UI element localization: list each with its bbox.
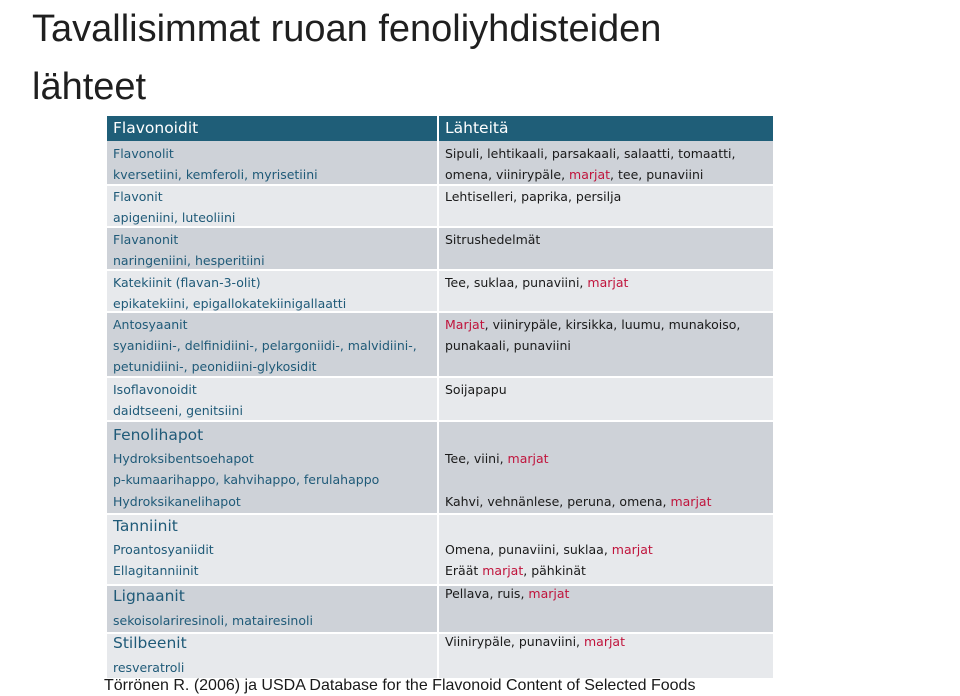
row-divider [107,584,773,586]
flavonolit-sources-line-2 [445,167,703,182]
antosyaanit-sources-line-1 [445,317,740,332]
hydroksikanelihapot-sources-text: Kahvi, vehnänlese, peruna, omena, [445,494,671,509]
row-tanniinit [107,514,773,585]
ellagitanniinit-marjat: marjat [482,563,524,578]
stilbeenit-marjat: marjat [583,634,625,649]
row-divider [107,311,773,313]
tanniinit-heading: Tanniinit [113,517,178,535]
row-divider [107,513,773,515]
hydroksibentsoehapot-marjat: marjat [507,451,549,466]
hydroksikanelihapot-label: Hydroksikanelihapot [113,494,241,509]
row-flavanonit [107,227,773,270]
flavonolit-compounds: kversetiini, kemferoli, myrisetiini [113,167,318,182]
proantosyaniidit-sources-text: Omena, punaviini, suklaa, [445,542,612,557]
antosyaanit-compounds-line-1: syanidiini-, delfinidiini-, pelargoniidi-, malvidiini-, [113,338,417,353]
isoflavonoidit-label: Isoflavonoidit [113,382,197,397]
table-header-row [107,116,773,141]
flavanonit-label: Flavanonit [113,232,179,247]
flavonolit-marjat: marjat [569,167,611,182]
isoflavonoidit-compounds: daidtseeni, genitsiini [113,403,243,418]
lignaanit-heading: Lignaanit [113,587,185,605]
flavonit-compounds: apigeniini, luteoliini [113,210,236,225]
katekiinit-marjat: marjat [587,275,629,290]
flavonit-label: Flavonit [113,189,163,204]
ellagitanniinit-sources [445,563,586,578]
stilbeenit-sources-text: Viinirypäle, punaviini, [445,634,584,649]
ellagitanniinit-sources-text-a: Eräät [445,563,483,578]
row-antosyaanit [107,312,773,377]
page-title-line-2: lähteet [32,66,147,108]
flavonolit-sources-text-a: omena, viinirypäle, [445,167,570,182]
phenolic-sources-table [107,116,773,678]
katekiinit-sources [445,275,628,290]
hydroksibentsoehapot-sources [445,451,549,466]
flavonolit-sources-line-1: Sipuli, lehtikaali, parsakaali, salaatti, tomaatti, [445,146,736,161]
row-divider [107,184,773,186]
row-divider [107,632,773,634]
proantosyaniidit-marjat: marjat [611,542,653,557]
lignaanit-compounds: sekoisolariresinoli, matairesinoli [113,613,313,628]
flavonolit-label: Flavonolit [113,146,174,161]
flavanonit-sources: Sitrushedelmät [445,232,541,247]
row-stilbeenit [107,633,773,678]
row-divider [107,226,773,228]
hydroksikanelihapot-marjat: marjat [670,494,712,509]
isoflavonoidit-sources: Soijapapu [445,382,507,397]
antosyaanit-compounds-line-2: petunidiini-, peonidiini-glykosidit [113,359,317,374]
row-fenolihapot [107,421,773,514]
row-flavonit [107,184,773,227]
row-divider [107,420,773,422]
katekiinit-label: Katekiinit (flavan-3-olit) [113,275,261,290]
antosyaanit-label: Antosyaanit [113,317,188,332]
proantosyaniidit-sources [445,542,653,557]
header-flavonoidit: Flavonoidit [113,119,199,137]
page-title-line-1: Tavallisimmat ruoan fenoliyhdisteiden [32,8,662,50]
row-divider [107,376,773,378]
hydroksibentsoehapot-compounds: p-kumaarihappo, kahvihappo, ferulahappo [113,472,380,487]
row-lignaanit [107,585,773,633]
lignaanit-marjat: marjat [528,586,570,601]
ellagitanniinit-sources-text-c: , pähkinät [523,563,586,578]
flavanonit-compounds: naringeniini, hesperitiini [113,253,265,268]
katekiinit-compounds: epikatekiini, epigallokatekiinigallaatti [113,296,347,311]
row-katekiinit [107,270,773,312]
source-citation: Törrönen R. (2006) ja USDA Database for the Flavonoid Content of Selected Foods [104,677,696,694]
header-lahteita: Lähteitä [445,119,509,137]
hydroksibentsoehapot-sources-text: Tee, viini, [445,451,508,466]
fenolihapot-heading: Fenolihapot [113,426,204,444]
ellagitanniinit-label: Ellagitanniinit [113,563,199,578]
flavonit-sources: Lehtiselleri, paprika, persilja [445,189,622,204]
proantosyaniidit-label: Proantosyaniidit [113,542,214,557]
antosyaanit-sources-text: , viinirypäle, kirsikka, luumu, munakoiso, [484,317,741,332]
antosyaanit-sources-line-2: punakaali, punaviini [445,338,571,353]
lignaanit-sources-text: Pellava, ruis, [445,586,529,601]
hydroksikanelihapot-sources [445,494,711,509]
lignaanit-sources [445,586,569,601]
hydroksibentsoehapot-label: Hydroksibentsoehapot [113,451,254,466]
stilbeenit-heading: Stilbeenit [113,634,187,652]
stilbeenit-sources [445,634,625,649]
row-isoflavonoidit [107,377,773,421]
stilbeenit-compounds: resveratroli [113,660,185,675]
antosyaanit-marjat: Marjat [445,317,485,332]
page-title [32,0,661,116]
row-divider [107,269,773,271]
flavonolit-sources-text-c: , tee, punaviini [610,167,704,182]
katekiinit-sources-text: Tee, suklaa, punaviini, [445,275,588,290]
row-flavonolit [107,141,773,184]
